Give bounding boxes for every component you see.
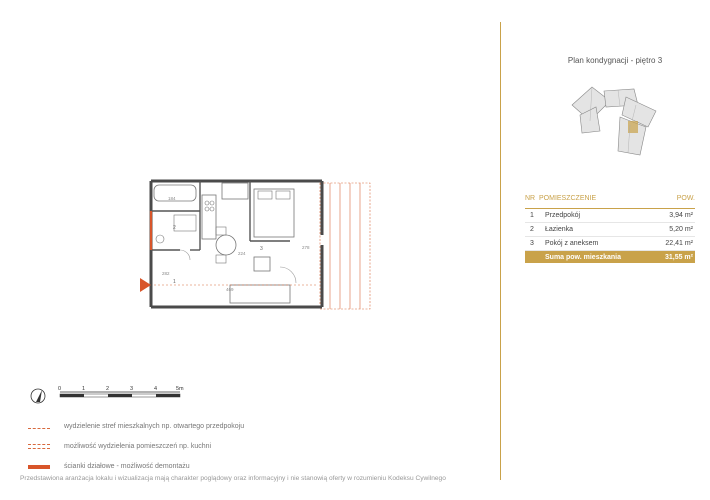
floor-plan: [130, 175, 380, 315]
divider: [500, 22, 501, 480]
row-name: Pokój z aneksem: [545, 240, 599, 247]
row-name: Przedpokój: [545, 212, 581, 219]
scale-bar: [28, 380, 218, 410]
row-nr: 3: [530, 240, 534, 247]
entrance-arrow-icon: [140, 278, 151, 292]
row-area: 22,41 m²: [665, 240, 693, 247]
interior-walls: [151, 181, 290, 250]
table-row: [525, 209, 695, 223]
kitchen-counter: [202, 195, 216, 239]
row-nr: 1: [530, 212, 534, 219]
header-nr: NR: [525, 195, 536, 202]
row-area: 3,94 m²: [669, 212, 693, 219]
legend-item: [28, 418, 328, 434]
legend-label: wydzielenie stref mieszkalnych np. otwartego przedpokoju: [64, 422, 245, 430]
dim-label: 282: [162, 271, 170, 276]
scale-label: 4: [154, 386, 158, 392]
building-minimap: [560, 75, 670, 165]
dim-label: 278: [302, 245, 310, 250]
row-nr: 2: [530, 226, 534, 233]
walls: [151, 181, 322, 307]
fridge: [222, 183, 248, 199]
bed: [254, 189, 294, 237]
disclaimer: Przedstawiona aranżacja lokalu i wizualizacja mają charakter poglądowy oraz informacyjny i nie stanowią oferty w rozumieniu Kodeksu Cywilnego: [20, 475, 446, 482]
double-dashed-line-icon: [28, 444, 50, 449]
header-area: POW.: [676, 195, 695, 202]
sum-row: [525, 251, 695, 263]
floor-title: Plan kondygnacji - piętro 3: [567, 56, 663, 65]
terrace: [320, 183, 370, 309]
dashed-line-icon: [28, 428, 50, 429]
table-row: [525, 223, 695, 237]
armchair: [254, 257, 270, 271]
legend: [28, 418, 328, 478]
row-name: Łazienka: [545, 226, 574, 233]
sofa: [230, 285, 290, 303]
legend-label: możliwość wydzielenia pomieszczeń np. kuchni: [64, 442, 212, 450]
room-tag: 2: [173, 225, 176, 231]
table-row: [525, 237, 695, 251]
row-area: 5,20 m²: [669, 226, 693, 233]
sum-label: Suma pow. mieszkania: [545, 253, 621, 261]
room-tag: 3: [260, 246, 263, 252]
legend-item: [28, 438, 328, 454]
dim-label: 469: [226, 287, 234, 292]
scale-label: 0: [58, 386, 62, 392]
scale-label: 2: [106, 386, 110, 392]
north-arrow-icon: [31, 389, 45, 403]
dim-label: 224: [238, 251, 246, 256]
legend-label: ścianki działowe - możliwość demontażu: [64, 462, 190, 470]
table-header: [525, 195, 695, 209]
header-name: POMIESZCZENIE: [539, 195, 597, 202]
dim-label: 184: [168, 196, 176, 201]
scale-label: 1: [82, 386, 86, 392]
legend-item: [28, 458, 328, 474]
scale-label: 3: [130, 386, 134, 392]
table: [216, 235, 236, 255]
scale-label: 5m: [176, 386, 184, 392]
room-tag: 1: [173, 279, 176, 285]
solid-line-icon: [28, 465, 50, 469]
sum-area: 31,55 m²: [664, 253, 693, 261]
rooms-table: [525, 195, 695, 263]
